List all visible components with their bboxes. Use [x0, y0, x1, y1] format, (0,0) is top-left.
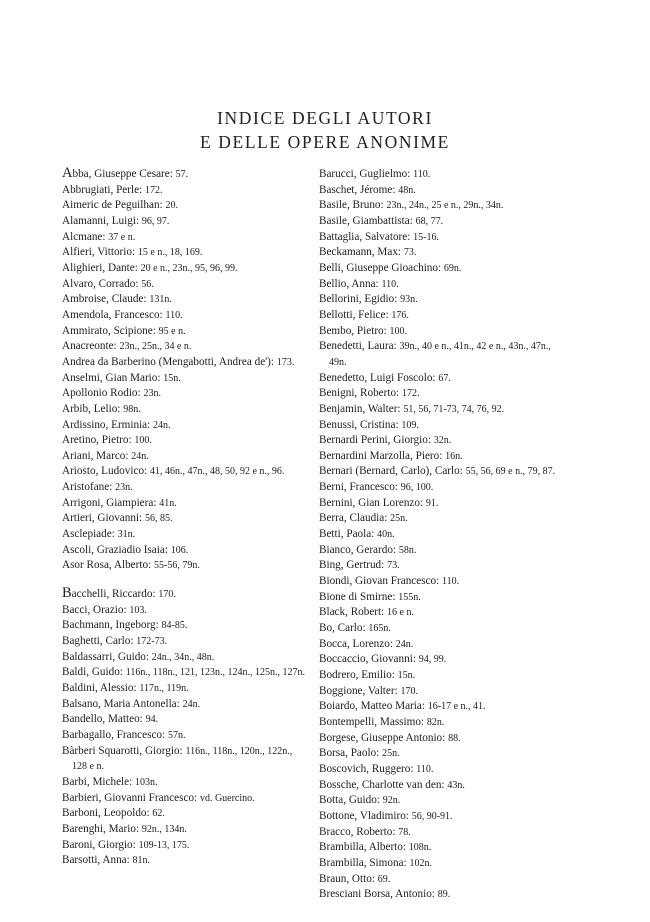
index-entry	[62, 603, 306, 619]
index-entry	[62, 214, 306, 230]
entry-pages: 172.	[401, 388, 420, 400]
entry-pages: 94.	[145, 714, 159, 726]
index-entry	[62, 822, 306, 838]
entry-pages: 58n.	[398, 544, 417, 556]
entry-name: Belli, Giuseppe Gioachino:	[319, 261, 444, 274]
entry-name: Bo, Carlo:	[319, 622, 369, 635]
index-entry	[62, 806, 306, 822]
entry-name: Bresciani Borsa, Antonio:	[319, 888, 438, 901]
index-entry	[319, 511, 569, 527]
entry-name: Baschet, Jérome:	[319, 183, 399, 196]
index-entry	[62, 775, 306, 791]
entry-pages: 15n.	[163, 372, 181, 384]
index-entry	[319, 402, 569, 418]
entry-name: Biondi, Giovan Francesco:	[319, 575, 443, 588]
entry-pages: 100.	[389, 325, 408, 337]
entry-pages: 108n.	[408, 842, 432, 854]
entry-name: Betti, Paola:	[319, 528, 378, 541]
index-entry	[62, 587, 306, 603]
entry-name: Bellio, Anna:	[319, 277, 382, 290]
index-entry	[62, 511, 306, 527]
index-entry	[62, 261, 306, 277]
entry-name: Berni, Francesco:	[319, 481, 401, 494]
entry-pages: 170.	[158, 589, 176, 601]
index-entry	[319, 574, 569, 590]
entry-name: Aimeric de Peguilhan:	[62, 199, 166, 212]
entry-name: Bossche, Charlotte van den:	[319, 778, 448, 791]
entry-name: Benigni, Roberto:	[319, 387, 402, 400]
index-entry	[319, 699, 569, 715]
entry-name: Bernari (Bernard, Carlo), Carlo:	[319, 465, 466, 478]
entry-name: Ascoli, Graziadio Isaia:	[62, 543, 171, 556]
entry-pages: 94, 99.	[418, 654, 447, 666]
entry-pages: 131n.	[149, 294, 172, 306]
entry-pages: 23n., 25n., 34 e n.	[119, 341, 192, 353]
entry-pages: 57n.	[167, 729, 186, 741]
index-entry	[62, 791, 306, 807]
entry-pages: 109.	[401, 419, 419, 431]
index-entry	[319, 245, 569, 261]
entry-pages: 110.	[413, 169, 431, 180]
entry-pages: 96, 100.	[400, 482, 434, 494]
index-entry	[319, 637, 569, 653]
entry-pages: 16 e n.	[387, 607, 414, 619]
entry-pages: 172-73.	[136, 636, 168, 648]
index-title	[0, 106, 650, 154]
entry-name: Beckamann, Max:	[319, 246, 404, 259]
index-entry	[319, 308, 569, 324]
entry-name: Artieri, Giovanni:	[62, 512, 145, 525]
index-entry	[319, 433, 569, 449]
entry-initial: A	[62, 165, 73, 181]
entry-pages: 110.	[381, 278, 399, 290]
entry-name: Bing, Gertrud:	[319, 559, 388, 572]
entry-pages: 23n.	[115, 482, 133, 494]
entry-pages: 93n.	[400, 294, 418, 306]
entry-pages: 23n.	[143, 388, 161, 400]
entry-pages: 95 e n.	[158, 325, 186, 337]
index-entry	[62, 480, 306, 496]
entry-name: Abbrugiati, Perle:	[62, 183, 145, 196]
index-entry	[319, 621, 569, 637]
entry-name: Berra, Claudia:	[319, 512, 391, 525]
entry-name: bba, Giuseppe Cesare:	[72, 168, 176, 180]
index-entry	[319, 324, 569, 340]
index-entry	[319, 746, 569, 762]
entry-initial: B	[62, 585, 72, 602]
entry-name: Balsano, Maria Antonella:	[62, 697, 183, 710]
index-entry	[319, 198, 569, 214]
entry-name: Asor Rosa, Alberto:	[62, 559, 154, 572]
index-entry	[62, 449, 306, 465]
entry-pages: 48n.	[398, 184, 416, 196]
entry-pages: 173.	[276, 356, 295, 368]
index-entry	[62, 618, 306, 634]
index-entry	[319, 652, 569, 668]
index-entry	[319, 715, 569, 731]
entry-pages: 24n.	[131, 450, 149, 462]
entry-pages: 116n., 118n., 121, 123n., 124n., 125n., 127n.	[125, 667, 305, 679]
index-column-left	[62, 167, 306, 869]
entry-name: Aretino, Pietro:	[62, 434, 135, 447]
entry-pages: 15n.	[397, 670, 416, 681]
entry-pages: 84-85.	[161, 620, 188, 632]
entry-pages: 55-56, 79n.	[153, 560, 200, 572]
entry-name: Arrigoni, Giampiera:	[62, 496, 160, 509]
index-entry	[62, 339, 306, 355]
entry-pages: 25n.	[382, 748, 400, 760]
index-entry	[319, 418, 569, 434]
entry-name: Bocca, Lorenzo:	[319, 637, 396, 650]
entry-name: Boiardo, Matteo Maria:	[319, 700, 428, 713]
entry-name: Bembo, Pietro:	[319, 324, 390, 337]
index-entry	[62, 324, 306, 340]
index-entry	[62, 292, 306, 308]
entry-pages: 56, 90-91.	[411, 810, 453, 822]
entry-pages: 98n.	[123, 403, 141, 415]
entry-name: Battaglia, Salvatore:	[319, 230, 414, 243]
index-entry	[62, 308, 306, 324]
entry-name: Ariani, Marco:	[62, 449, 132, 462]
index-entry	[319, 543, 569, 559]
index-entry	[319, 261, 569, 277]
index-entry	[319, 527, 569, 543]
index-entry	[319, 590, 569, 606]
index-entry	[62, 712, 306, 728]
entry-name: Black, Robert:	[319, 606, 388, 619]
entry-pages: 62.	[152, 808, 165, 820]
entry-name: Aristofane:	[62, 481, 116, 494]
entry-pages: 16-17 e n., 41.	[427, 701, 486, 713]
entry-name: Benjamin, Walter:	[319, 402, 404, 415]
entry-pages: 37 e n.	[108, 231, 136, 243]
entry-name: Amendola, Francesco:	[62, 308, 166, 321]
entry-pages: 96, 97.	[141, 215, 170, 227]
entry-pages: 109-13, 175.	[138, 839, 190, 851]
entry-pages: 89.	[437, 889, 451, 901]
entry-name: Asclepiade:	[62, 528, 118, 541]
entry-pages: 78.	[398, 826, 411, 838]
entry-name: Boscovich, Ruggero:	[319, 762, 417, 775]
entry-name: Bellorini, Egidio:	[319, 293, 401, 306]
entry-name: Basile, Giambattista:	[319, 214, 416, 227]
entry-pages: 73.	[403, 247, 417, 259]
entry-pages: 81n.	[132, 855, 151, 867]
entry-name: Bàrberi Squarotti, Giorgio:	[62, 744, 186, 757]
entry-name: Barbi, Michele:	[62, 775, 136, 788]
entry-name: Bernardi Perini, Giorgio:	[319, 434, 434, 447]
entry-pages: 55, 56, 69 e n., 79, 87.	[465, 466, 556, 478]
entry-pages: 69n.	[443, 262, 462, 274]
entry-pages: 39n., 40 e n., 41n., 42 e n., 43n., 47n., 49n.	[329, 341, 551, 368]
entry-name: Baroni, Giorgio:	[62, 838, 139, 851]
entry-name: Barbagallo, Francesco:	[62, 728, 168, 741]
index-title-line-2: E DELLE OPERE ANONIME	[200, 132, 450, 152]
entry-pages: 15 e n., 18, 169.	[137, 247, 203, 259]
index-entry	[62, 697, 306, 713]
index-entry	[319, 496, 569, 512]
index-entry	[319, 339, 569, 370]
entry-name: Benedetto, Luigi Foscolo:	[319, 371, 439, 384]
entry-name: Alfieri, Vittorio:	[62, 246, 138, 259]
index-entry	[62, 464, 306, 480]
entry-name: Bodrero, Emilio:	[319, 669, 398, 681]
entry-pages: 68, 77.	[415, 215, 444, 227]
index-entry	[62, 198, 306, 214]
entry-name: Bacci, Orazio:	[62, 603, 130, 616]
entry-pages: 106.	[170, 544, 189, 556]
entry-pages: 43n.	[447, 779, 465, 791]
index-entry	[319, 793, 569, 809]
entry-pages: 117n., 119n.	[139, 683, 189, 694]
entry-pages: 110.	[442, 576, 460, 588]
index-entry	[319, 371, 569, 387]
index-entry	[62, 230, 306, 246]
index-entry	[319, 605, 569, 621]
index-entry	[319, 277, 569, 293]
entry-name: Bachmann, Ingeborg:	[62, 619, 162, 632]
entry-pages: 110.	[416, 763, 434, 775]
index-entry	[319, 872, 569, 888]
entry-pages: 23n., 24n., 25 e n., 29n., 34n.	[386, 200, 504, 212]
entry-name: Ardissino, Erminia:	[62, 418, 154, 431]
entry-pages: 24n.	[153, 419, 171, 431]
entry-pages: 102n.	[409, 857, 432, 869]
entry-name: Boccaccio, Giovanni:	[319, 653, 419, 666]
entry-pages: vd. Guercino.	[199, 792, 255, 804]
index-entry	[319, 167, 569, 183]
entry-pages: 40n.	[377, 529, 395, 541]
entry-pages: 32n.	[433, 435, 452, 447]
entry-pages: 56, 85.	[144, 513, 173, 525]
entry-name: Borsa, Paolo:	[319, 747, 383, 760]
entry-name: Botta, Guido:	[319, 794, 383, 807]
index-entry	[319, 449, 569, 465]
index-entry	[319, 464, 569, 480]
entry-name: Basile, Bruno:	[319, 199, 387, 212]
entry-pages: 73.	[387, 560, 400, 572]
index-entry	[62, 681, 306, 697]
index-entry	[319, 840, 569, 856]
entry-name: Barucci, Guglielmo:	[319, 168, 414, 180]
index-entry	[319, 230, 569, 246]
entry-name: Bandello, Matteo:	[62, 713, 146, 726]
index-entry	[319, 887, 569, 903]
entry-name: Brambilla, Alberto:	[319, 841, 409, 854]
entry-pages: 155n.	[398, 591, 421, 603]
entry-pages: 51, 56, 71-73, 74, 76, 92.	[403, 403, 505, 415]
entry-pages: 20 e n., 23n., 95, 96, 99.	[140, 262, 238, 274]
index-entry	[62, 167, 306, 183]
index-entry	[62, 744, 306, 775]
entry-name: Arbib, Lelio:	[62, 402, 124, 415]
entry-pages: 20.	[165, 200, 178, 212]
index-entry	[319, 480, 569, 496]
entry-name: Baldini, Alessio:	[62, 682, 140, 694]
entry-pages: 16n.	[445, 450, 463, 462]
entry-name: Alighieri, Dante:	[62, 261, 141, 274]
entry-pages: 41n.	[159, 497, 177, 509]
entry-name: Baldassarri, Guido:	[62, 650, 152, 663]
index-entry	[62, 853, 306, 869]
entry-pages: 67.	[438, 372, 451, 384]
entry-name: Barsotti, Anna:	[62, 854, 133, 867]
index-entry	[319, 292, 569, 308]
entry-pages: 15-16.	[413, 231, 439, 243]
entry-pages: 57.	[175, 169, 189, 180]
entry-name: Bernini, Gian Lorenzo:	[319, 496, 426, 509]
entry-name: acchelli, Riccardo:	[71, 588, 159, 601]
index-entry	[319, 668, 569, 684]
index-entry	[319, 731, 569, 747]
index-entry	[62, 386, 306, 402]
entry-name: Apollonio Rodio:	[62, 387, 144, 400]
entry-name: Bernardini Marzolla, Piero:	[319, 449, 446, 462]
entry-pages: 176.	[391, 309, 409, 321]
entry-pages: 91.	[425, 497, 439, 509]
entry-pages: 25n.	[390, 513, 408, 525]
index-entry	[62, 527, 306, 543]
entry-name: Bellotti, Felice:	[319, 308, 392, 321]
entry-pages: 24n.	[182, 698, 201, 710]
entry-pages: 116n., 118n., 120n., 122n., 128 e n.	[72, 745, 293, 773]
entry-pages: 24n., 34n., 48n.	[151, 651, 215, 663]
entry-pages: 100.	[134, 435, 152, 447]
entry-pages: 31n.	[117, 529, 136, 541]
entry-pages: 88.	[448, 732, 461, 744]
index-entry	[62, 355, 306, 371]
entry-name: Bontempelli, Massimo:	[319, 715, 427, 728]
index-entry	[62, 838, 306, 854]
index-entry	[62, 402, 306, 418]
index-entry	[319, 214, 569, 230]
index-entry	[62, 183, 306, 199]
entry-pages: 92n., 134n.	[141, 823, 187, 835]
index-entry	[62, 433, 306, 449]
entry-name: Andrea da Barberino (Mengabotti, Andrea de'):	[62, 355, 277, 368]
index-entry	[319, 684, 569, 700]
entry-name: Bracco, Roberto:	[319, 825, 399, 838]
entry-name: Barboni, Leopoldo:	[62, 807, 153, 820]
entry-name: Borgese, Giuseppe Antonio:	[319, 731, 449, 744]
entry-name: Baldi, Guido:	[62, 666, 126, 679]
entry-name: Barbieri, Giovanni Francesco:	[62, 791, 200, 804]
index-entry	[62, 650, 306, 666]
entry-name: Bianco, Gerardo:	[319, 543, 399, 556]
index-entry	[319, 809, 569, 825]
index-entry	[62, 634, 306, 650]
entry-pages: 103n.	[135, 776, 158, 788]
index-entry	[319, 183, 569, 199]
index-entry	[62, 371, 306, 387]
entry-name: Bottone, Vladimiro:	[319, 809, 412, 822]
index-entry	[62, 728, 306, 744]
entry-name: Alcmane:	[62, 230, 109, 243]
entry-pages: 103.	[129, 604, 147, 616]
entry-name: Boggione, Valter:	[319, 684, 401, 697]
entry-pages: 82n.	[426, 716, 445, 728]
entry-name: Benussi, Cristina:	[319, 418, 402, 431]
entry-pages: 170.	[400, 685, 419, 697]
index-entry	[62, 245, 306, 261]
entry-name: Benedetti, Laura:	[319, 340, 400, 353]
index-entry	[319, 856, 569, 872]
entry-name: Ambroise, Claude:	[62, 293, 150, 306]
index-entry	[62, 665, 306, 681]
entry-name: Alamanni, Luigi:	[62, 214, 142, 227]
entry-pages: 69.	[377, 873, 391, 885]
entry-pages: 172.	[144, 184, 163, 196]
index-entry	[62, 558, 306, 574]
index-entry	[62, 543, 306, 559]
index-entry	[62, 277, 306, 293]
entry-name: Ariosto, Ludovico:	[62, 465, 150, 478]
entry-name: Bione di Smirne:	[319, 590, 399, 603]
index-entry	[62, 418, 306, 434]
entry-name: Braun, Otto:	[319, 872, 378, 885]
entry-pages: 165n.	[368, 623, 391, 635]
entry-name: Alvaro, Corrado:	[62, 277, 142, 290]
index-entry	[319, 778, 569, 794]
entry-pages: 110.	[165, 309, 183, 321]
index-entry	[319, 386, 569, 402]
entry-pages: 41, 46n., 47n., 48, 50, 92 e n., 96.	[149, 466, 285, 478]
entry-name: Baghetti, Carlo:	[62, 635, 137, 648]
index-entry	[319, 558, 569, 574]
index-entry	[62, 496, 306, 512]
entry-pages: 56.	[141, 278, 154, 290]
index-entry	[319, 762, 569, 778]
entry-name: Ammirato, Scipione:	[62, 324, 159, 337]
entry-name: Brambilla, Simona:	[319, 856, 410, 869]
entry-name: Barenghi, Mario:	[62, 822, 142, 835]
index-column-right	[319, 167, 569, 903]
index-title-line-1: INDICE DEGLI AUTORI	[217, 108, 433, 128]
index-entry	[319, 825, 569, 841]
entry-pages: 24n.	[395, 638, 414, 650]
entry-name: Anselmi, Gian Mario:	[62, 371, 164, 384]
entry-name: Anacreonte:	[62, 340, 120, 353]
entry-pages: 92n.	[382, 795, 401, 807]
